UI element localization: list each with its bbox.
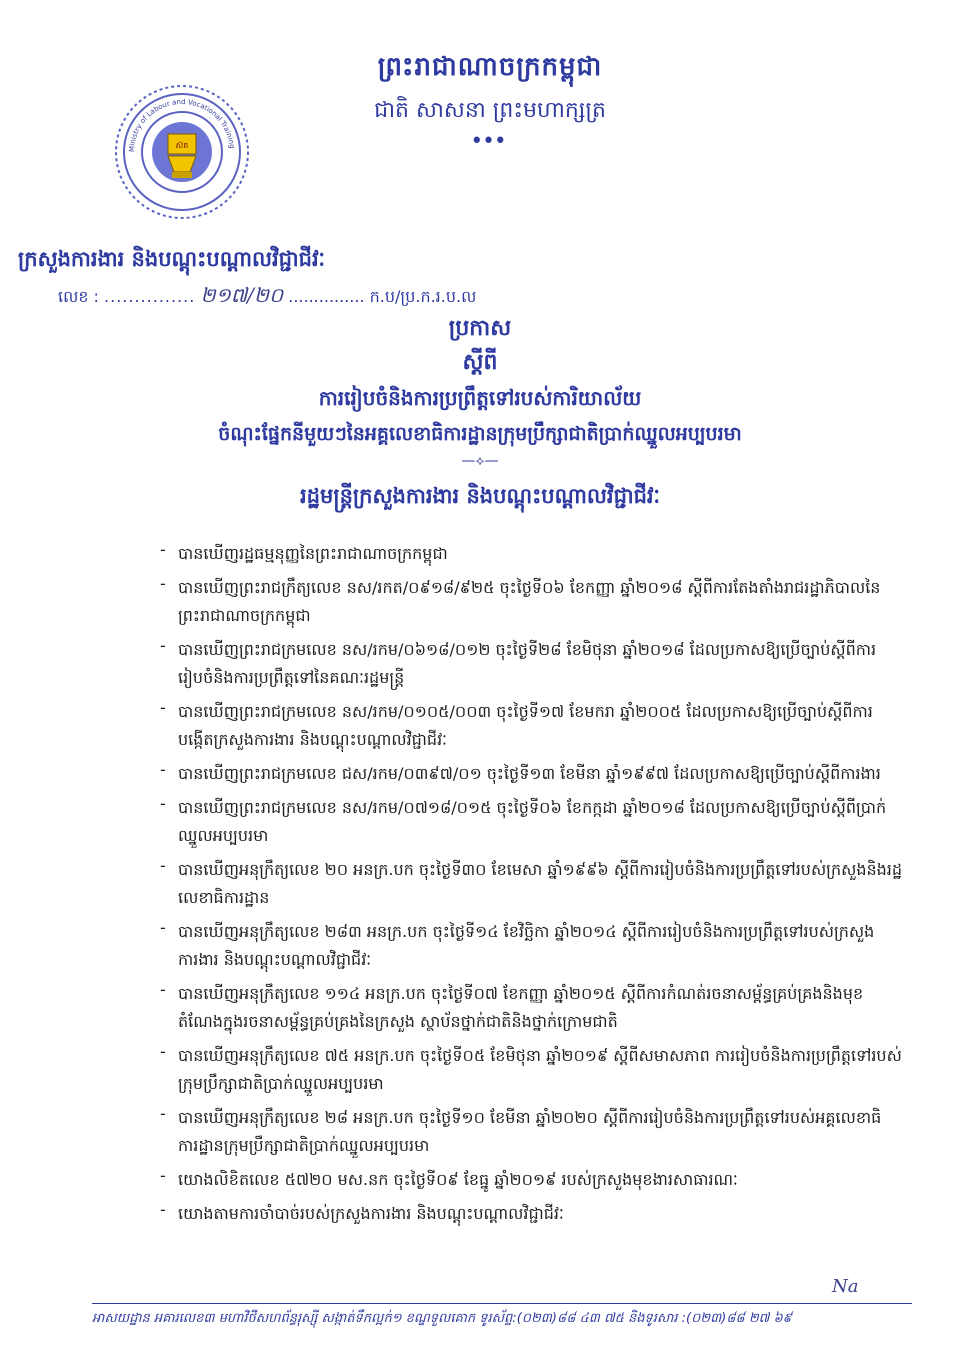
document-type: ប្រកាស [448, 316, 512, 341]
list-item: - បានឃើញព្រះរាជក្រមលេខ នស/រកម/០៦១៨/០១២ ចុះថ្ងៃទី២៨ ខែមិថុនា ឆ្នាំ២០១៨ ដែលប្រកាសឱ្យប្រើច្បាប់ស្តីពីការរៀបចំនិងការប្រព្រឹត្តទៅនៃគណៈរដ្ឋមន្ត្រី [160, 636, 877, 687]
ministry-name: ក្រសួងការងារ និងបណ្តុះបណ្តាលវិជ្ជាជីវៈ [18, 247, 326, 271]
list-item: - បានឃើញអនុក្រឹត្យលេខ ២០ អនក្រ.បក ចុះថ្ងៃទី៣០ ខែមេសា ឆ្នាំ១៩៩៦ ស្តីពីការរៀបចំនិងការប្រព្រឹត្តទៅរបស់ក្រសួងនិងរដ្ឋលេខាធិការដ្ឋាន [160, 856, 903, 907]
document-subject-line-1: ការរៀបចំនិងការប្រព្រឹត្តទៅរបស់ការិយាល័យ [318, 386, 642, 410]
list-item: - យោងលិខិតលេខ ៥៧២០ មស.នក ចុះថ្ងៃទី០៩ ខែធ្នូ ឆ្នាំ២០១៩ របស់ក្រសួងមុខងារសាធារណៈ [160, 1166, 738, 1189]
seal-text: Ministry of Labour and Vocational Training [127, 97, 236, 153]
footer-divider [92, 1303, 912, 1304]
title-ornament: —⟡— [461, 453, 499, 469]
reference-number [58, 282, 476, 312]
footer-address: អាសយដ្ឋាន អគារលេខ៣ មហាវិថីសហព័ន្ធរុស្ស៊ី សង្កាត់ទឹកល្អក់១ ខណ្ឌទួលគោក ទូរស័ព្ទ:(០២៣)៨៨ ៤៣ ៧៥ និងទូរសារ :(០២៣)៨៨ ២៧ ៦៩ [92, 1311, 792, 1326]
document-subject-line-2: ចំណុះផ្នែកនីមួយៗនៃអគ្គលេខាធិការដ្ឋានក្រុមប្រឹក្សាជាតិប្រាក់ឈ្នួលអប្បបរមា [218, 423, 742, 445]
list-item: - បានឃើញអនុក្រឹត្យលេខ ២៨៣ អនក្រ.បក ចុះថ្ងៃទី១៤ ខែវិច្ឆិកា ឆ្នាំ២០១៤ ស្តីពីការរៀបចំនិងការប្រព្រឹត្តទៅរបស់ក្រសួងការងារ និងបណ្តុះបណ្តាលវិជ្ជាជីវៈ [160, 918, 875, 969]
reference-label: លេខ : [58, 287, 99, 306]
list-item: - បានឃើញអនុក្រឹត្យលេខ ៧៥ អនក្រ.បក ចុះថ្ងៃទី០៥ ខែមិថុនា ឆ្នាំ២០១៩ ស្តីពីសមាសភាព ការរៀបចំនិងការប្រព្រឹត្តទៅរបស់ក្រុមប្រឹក្សាជាតិប្រាក់ឈ្នួលអប្បបរមា [160, 1042, 902, 1093]
list-item: - បានឃើញព្រះរាជក្រមលេខ នស/រកម/០១០៥/០០៣ ចុះថ្ងៃទី១៧ ខែមករា ឆ្នាំ២០០៥ ដែលប្រកាសឱ្យប្រើច្បាប់ស្តីពីការបង្កើតក្រសួងការងារ និងបណ្តុះបណ្តាលវិជ្ជាជីវៈ [160, 698, 873, 749]
reference-number-value: ២១៧/២០ [200, 283, 284, 307]
reference-dots-2: ............... [288, 287, 365, 306]
list-item: - បានឃើញព្រះរាជក្រមលេខ នស/រកម/០៧១៨/០១៥ ចុះថ្ងៃទី០៦ ខែកក្កដា ឆ្នាំ២០១៨ ដែលប្រកាសឱ្យប្រើច្បាប់ស្តីពីប្រាក់ឈ្នួលអប្បបរមា [160, 794, 887, 845]
kingdom-title: ព្រះរាជាណាចក្រកម្ពុជា [377, 52, 603, 82]
kingdom-header [340, 50, 640, 151]
list-item: - បានឃើញរដ្ឋធម្មនុញ្ញនៃព្រះរាជាណាចក្រកម្ពុជា [160, 540, 448, 563]
signature-initials: Na [832, 1276, 859, 1297]
document-about: ស្តីពី [462, 350, 498, 375]
reference-dots: ............... [104, 287, 196, 306]
reference-suffix: ក.ប/ប្រ.ក.រ.ប.ល [369, 287, 477, 306]
preamble-list [160, 540, 905, 1234]
list-item: - យោងតាមការចាំបាច់របស់ក្រសួងការងារ និងបណ្តុះបណ្តាលវិជ្ជាជីវៈ [160, 1200, 564, 1223]
motto-ornament: ꔷꔷꔷ [472, 130, 508, 151]
list-item: - បានឃើញអនុក្រឹត្យលេខ ១១៤ អនក្រ.បក ចុះថ្ងៃទី០៧ ខែកញ្ញា ឆ្នាំ២០១៥ ស្តីពីការកំណត់រចនាសម្ព័ន្ធគ្រប់គ្រងនិងមុខតំណែងក្នុងរចនាសម្ព័ន្ធគ្រប់គ្រងនៃក្រសួង ស្ថាប័នថ្នាក់ជាតិនិងថ្នាក់ក្រោមជាតិ [160, 980, 864, 1031]
list-item: - បានឃើញអនុក្រឹត្យលេខ ២៨ អនក្រ.បក ចុះថ្ងៃទី១០ ខែមីនា ឆ្នាំ២០២០ ស្តីពីការរៀបចំនិងការប្រព្រឹត្តទៅរបស់អគ្គលេខាធិការដ្ឋានក្រុមប្រឹក្សាជាតិប្រាក់ឈ្នួលអប្បបរមា [160, 1104, 882, 1155]
ministry-seal-icon [112, 82, 252, 222]
list-item: - បានឃើញព្រះរាជក្រឹត្យលេខ នស/រកត/០៩១៨/៩២៥ ចុះថ្ងៃទី០៦ ខែកញ្ញា ឆ្នាំ២០១៨ ស្តីពីការតែងតាំងរាជរដ្ឋាភិបាលនៃព្រះរាជាណាចក្រកម្ពុជា [160, 574, 881, 625]
national-motto: ជាតិ សាសនា ព្រះមហាក្សត្រ [374, 98, 606, 123]
issuing-minister: រដ្ឋមន្ត្រីក្រសួងការងារ និងបណ្តុះបណ្តាលវិជ្ជាជីវៈ [300, 484, 660, 508]
list-item: - បានឃើញព្រះរាជក្រមលេខ ជស/រកម/០៣៩៧/០១ ចុះថ្ងៃទី១៣ ខែមីនា ឆ្នាំ១៩៩៧ ដែលប្រកាសឱ្យប្រើច្បាប់ស្តីពីការងារ [160, 760, 881, 783]
svg-text:ស៊ត: ស៊ត [175, 141, 189, 150]
document-title-block [60, 312, 900, 516]
